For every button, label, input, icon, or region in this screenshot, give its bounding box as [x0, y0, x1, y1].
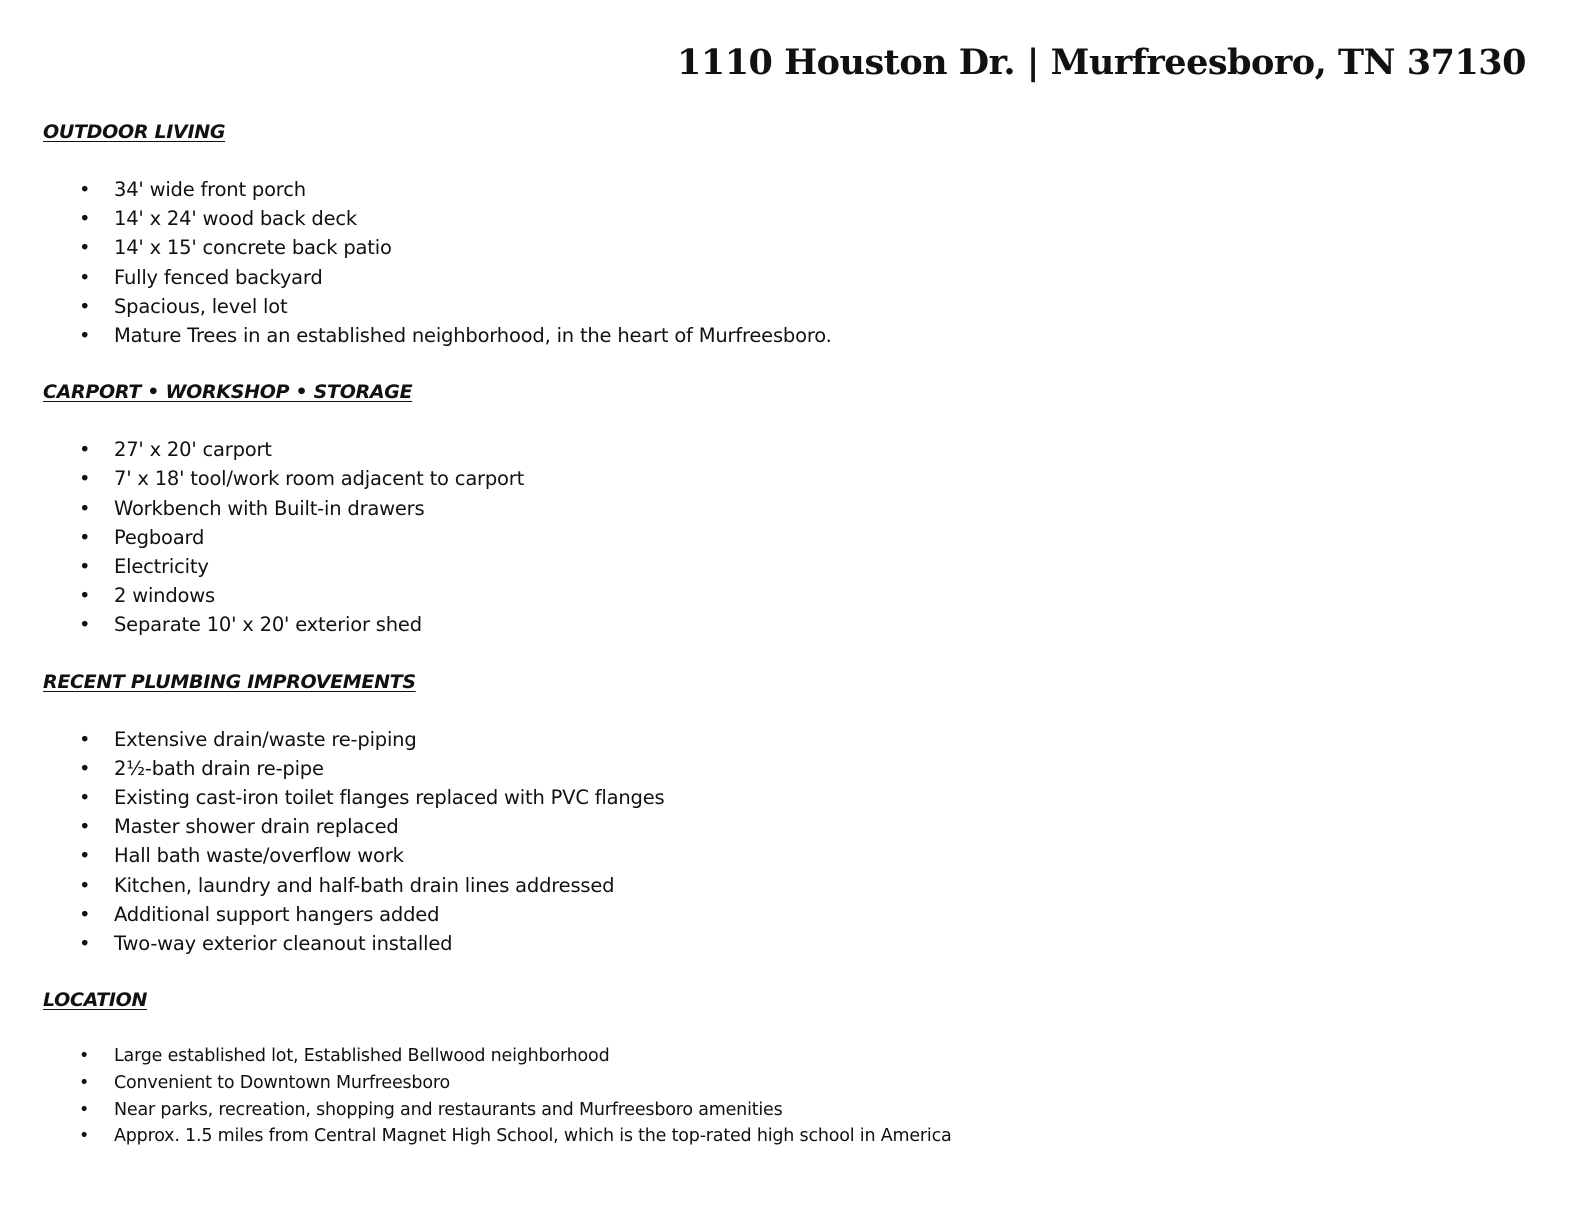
bullet-icon: • — [79, 467, 91, 491]
list-item-text: Existing cast-iron toilet flanges replaced with PVC flanges — [114, 786, 665, 810]
list-item — [43, 812, 1523, 841]
bullet-icon: • — [79, 873, 91, 897]
bullet-icon: • — [79, 525, 91, 549]
list-item — [43, 1123, 1523, 1150]
bullet-icon: • — [79, 902, 91, 926]
bullet-icon: • — [79, 178, 91, 201]
bullet-icon: • — [79, 815, 91, 839]
bullet-icon: • — [79, 1046, 90, 1067]
list-item — [43, 929, 1523, 958]
list-item — [43, 1043, 1523, 1070]
list-item-text: Workbench with Built-in drawers — [114, 496, 425, 520]
list-item-text: Spacious, level lot — [114, 294, 288, 318]
bullet-icon: • — [79, 932, 91, 956]
list-item-text: Two-way exterior cleanout installed — [114, 932, 453, 956]
list-item-text: Hall bath waste/overflow work — [114, 844, 404, 868]
list-item-text: Large established lot, Established Bellwood neighborhood — [114, 1046, 610, 1067]
list-item — [43, 321, 1523, 350]
list-item-text: Near parks, recreation, shopping and restaurants and Murfreesboro amenities — [114, 1099, 783, 1120]
list-item-text: Separate 10' x 20' exterior shed — [114, 613, 422, 637]
list-item-text: 7' x 18' tool/work room adjacent to carport — [114, 467, 525, 491]
bullet-icon: • — [79, 1072, 90, 1093]
list-item-text: Fully fenced backyard — [114, 265, 323, 289]
bullet-icon: • — [79, 1099, 90, 1120]
list-item — [43, 464, 1523, 493]
page-title: 1110 Houston Dr. | Murfreesboro, TN 37130 — [677, 42, 1526, 83]
bullet-icon: • — [79, 786, 91, 810]
list-item — [43, 292, 1523, 321]
section-heading-outdoor-living: OUTDOOR LIVING — [43, 121, 226, 143]
bullet-icon: • — [79, 265, 91, 289]
list-item-text: Electricity — [114, 555, 209, 579]
list-item — [43, 435, 1523, 464]
list-item-text: Mature Trees in an established neighborhood, in the heart of Murfreesboro. — [114, 324, 832, 348]
list-item — [43, 1070, 1523, 1097]
bullet-icon: • — [79, 727, 91, 751]
list-item-text: 2 windows — [114, 584, 215, 608]
list-item — [43, 552, 1523, 581]
bullet-icon: • — [79, 613, 91, 637]
location-list — [43, 1043, 1523, 1150]
carport-workshop-storage-list — [43, 435, 1523, 639]
list-item-text: Convenient to Downtown Murfreesboro — [114, 1072, 450, 1093]
list-item-text: 27' x 20' carport — [114, 438, 272, 462]
list-item-text: Approx. 1.5 miles from Central Magnet High School, which is the top-rated high school in America — [114, 1126, 952, 1147]
recent-plumbing-improvements-list — [43, 725, 1523, 959]
list-item-text: Kitchen, laundry and half-bath drain lines addressed — [114, 873, 615, 897]
bullet-icon: • — [79, 756, 91, 780]
list-item — [43, 523, 1523, 552]
bullet-icon: • — [79, 844, 91, 868]
feature-list — [43, 118, 1523, 1178]
list-item-text: 14' x 24' wood back deck — [114, 207, 357, 231]
bullet-icon: • — [79, 324, 91, 348]
list-item — [43, 900, 1523, 929]
list-item-text: Pegboard — [114, 525, 205, 549]
list-item-text: 14' x 15' concrete back patio — [114, 236, 392, 260]
list-item — [43, 841, 1523, 870]
bullet-icon: • — [79, 438, 91, 462]
bullet-icon: • — [79, 1126, 90, 1147]
list-item — [43, 494, 1523, 523]
list-item-text: Extensive drain/waste re-piping — [114, 727, 417, 751]
list-item — [43, 783, 1523, 812]
list-item-text: Master shower drain replaced — [114, 815, 399, 839]
bullet-icon: • — [79, 555, 91, 579]
list-item — [43, 725, 1523, 754]
section-heading-recent-plumbing-improvements: RECENT PLUMBING IMPROVEMENTS — [43, 670, 416, 693]
bullet-icon: • — [79, 294, 91, 318]
section-heading-location: LOCATION — [43, 989, 148, 1012]
bullet-icon: • — [79, 496, 91, 520]
list-item-text: 34' wide front porch — [114, 178, 306, 201]
list-item — [43, 581, 1523, 610]
bullet-icon: • — [79, 584, 91, 608]
list-item — [43, 610, 1523, 639]
bullet-icon: • — [79, 207, 91, 231]
list-item-text: 2½-bath drain re-pipe — [114, 756, 324, 780]
list-item — [43, 871, 1523, 900]
section-heading-carport-workshop-storage: CARPORT • WORKSHOP • STORAGE — [43, 381, 413, 404]
outdoor-living-list — [43, 175, 1523, 350]
list-item — [43, 1097, 1523, 1124]
list-item — [43, 204, 1523, 233]
list-item — [43, 263, 1523, 292]
list-item — [43, 175, 1523, 204]
list-item-text: Additional support hangers added — [114, 902, 440, 926]
bullet-icon: • — [79, 236, 91, 260]
list-item — [43, 233, 1523, 262]
list-item — [43, 754, 1523, 783]
